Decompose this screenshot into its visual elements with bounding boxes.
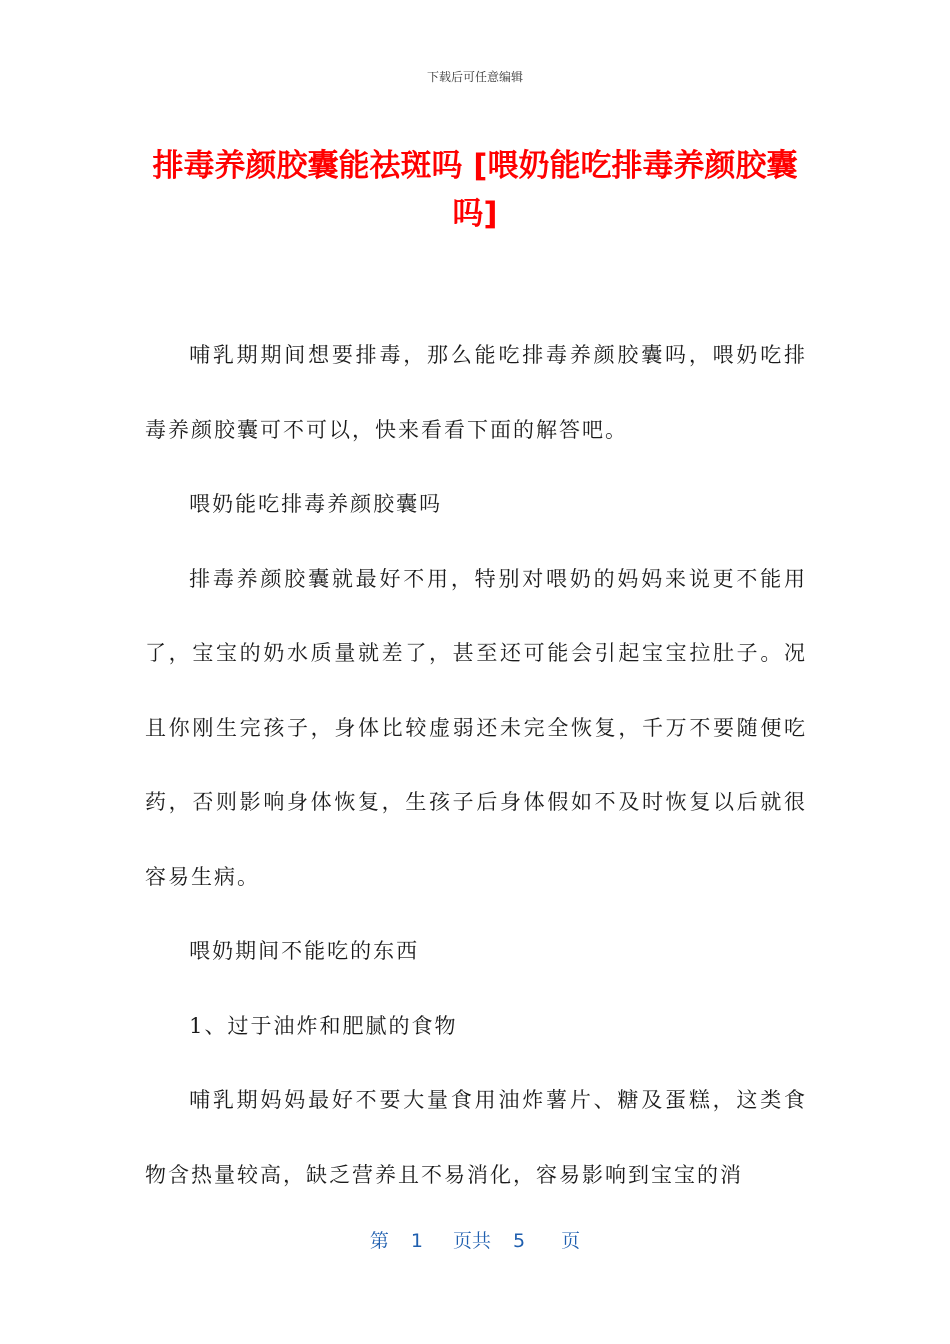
paragraph-subheading-2: 喂奶期间不能吃的东西	[189, 939, 420, 963]
current-page-number: 1	[410, 1230, 423, 1252]
page-footer	[0, 1226, 950, 1253]
paragraph-list-item-1: 1、过于油炸和肥腻的食物	[189, 1013, 458, 1038]
header-note: 下载后可任意编辑	[426, 70, 523, 84]
footer-prefix: 第	[369, 1230, 389, 1252]
footer-middle: 页共	[452, 1230, 491, 1252]
footer-suffix: 页	[561, 1230, 581, 1252]
document-body	[145, 318, 807, 1212]
document-title: 排毒养颜胶囊能祛斑吗 [喂奶能吃排毒养颜胶囊吗]	[152, 148, 798, 232]
paragraph-list-detail: 哺乳期妈妈最好不要大量食用油炸薯片、糖及蛋糕，这类食物含热量较高，缺乏营养且不易消化，容易影响到宝宝的消	[145, 1088, 807, 1187]
paragraph-answer: 排毒养颜胶囊就最好不用，特别对喂奶的妈妈来说更不能用了，宝宝的奶水质量就差了，甚至还可能会引起宝宝拉肚子。况且你刚生完孩子，身体比较虚弱还未完全恢复，千万不要随便吃药，否则影响身体恢复，生孩子后身体假如不及时恢复以后就很容易生病。	[145, 566, 807, 889]
paragraph-intro: 哺乳期期间想要排毒，那么能吃排毒养颜胶囊吗，喂奶吃排毒养颜胶囊可不可以，快来看看下面的解答吧。	[145, 343, 807, 442]
paragraph-subheading-1: 喂奶能吃排毒养颜胶囊吗	[189, 492, 443, 516]
total-pages-number: 5	[513, 1230, 526, 1252]
